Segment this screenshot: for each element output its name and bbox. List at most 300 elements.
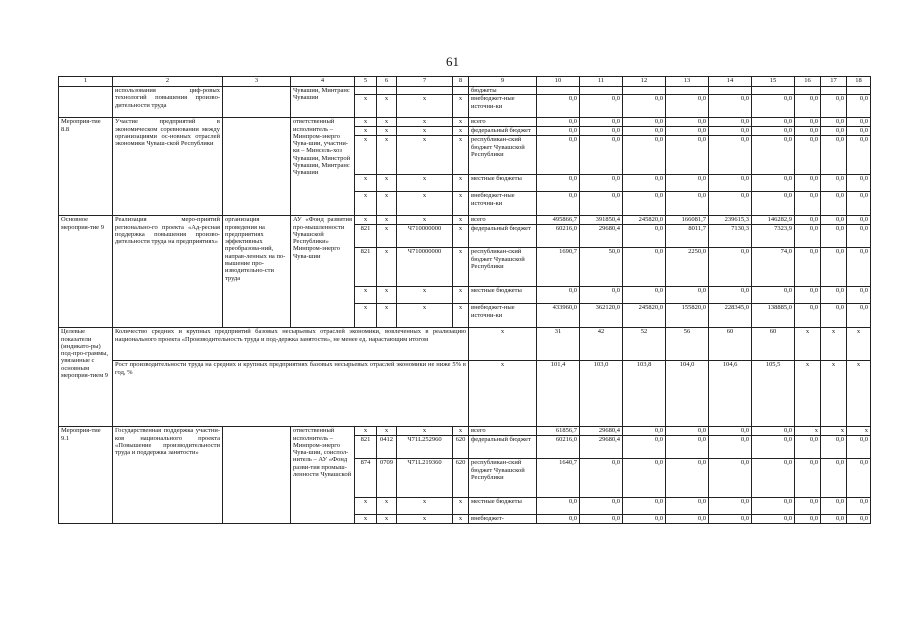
cell-value-18: 0,0	[847, 459, 871, 498]
cell-col7: Ч710000000	[397, 248, 453, 287]
cell-value-18: x	[847, 427, 871, 436]
cell-value-13: 0,0	[666, 436, 709, 459]
cell-value-17: 0,0	[821, 136, 847, 175]
cell-value-11: 0,0	[580, 498, 623, 515]
cell-value-11: 0,0	[580, 95, 623, 118]
cell-value-17: 0,0	[821, 175, 847, 192]
cell-value-14: 104,6	[709, 361, 752, 427]
cell-executor: АУ «Фонд развития про-мышленности Чувашской Республики» Минпром-энерго Чува-шии	[291, 216, 355, 328]
cell-col7: Ч71L219360	[397, 459, 453, 498]
cell-value-15: 0,0	[752, 192, 795, 216]
cell-value-15: 0,0	[752, 287, 795, 304]
cell-value-13: 0,0	[666, 459, 709, 498]
cell-value-16: 0,0	[795, 192, 821, 216]
cell-value-18: 0,0	[847, 216, 871, 225]
cell-funding-source: внебюджет-ные источни-ки	[469, 304, 537, 328]
cell-col8: x	[453, 136, 469, 175]
cell-value-10: 61856,7	[537, 427, 580, 436]
cell-col6: x	[377, 216, 397, 225]
cell-funding-source: внебюджет-ные источни-ки	[469, 95, 537, 118]
cell-value-18: 0,0	[847, 95, 871, 118]
cell-col6: 0412	[377, 436, 397, 459]
cell-value-14: 0,0	[709, 192, 752, 216]
cell-executor: ответственный исполнитель – Минпром-энерго Чува-шии, соиспол-нитель – АУ «Фонд разви-тия промыш-ленности Чувашской	[291, 427, 355, 524]
cell-value-15: 60	[752, 328, 795, 361]
cell-value-11: 29680,4	[580, 427, 623, 436]
cell-col6	[377, 87, 397, 95]
cell-value-10: 0,0	[537, 136, 580, 175]
cell-value-12: 0,0	[623, 287, 666, 304]
cell-col8: x	[453, 127, 469, 136]
cell-value-17: 0,0	[821, 436, 847, 459]
cell-value-11: 362120,0	[580, 304, 623, 328]
cell-col7: x	[397, 216, 453, 225]
measure-8-8-row	[59, 118, 871, 127]
cell-col7: Ч71L252960	[397, 436, 453, 459]
cell-col6: x	[377, 287, 397, 304]
cell-value-17: 0,0	[821, 192, 847, 216]
measure-9-row	[59, 216, 871, 225]
cell-value-10: 0,0	[537, 95, 580, 118]
cell-col3	[223, 118, 291, 216]
cell-value-13: 155820,0	[666, 304, 709, 328]
cell-col3	[223, 427, 291, 524]
cell-value-14: 7130,3	[709, 225, 752, 248]
cell-value-14: 0,0	[709, 287, 752, 304]
cell-funding-source: местные бюджеты	[469, 287, 537, 304]
cell-col8: x	[453, 248, 469, 287]
cell-value-18: 0,0	[847, 118, 871, 127]
cell-col7: x	[397, 287, 453, 304]
cell-value-14: 60	[709, 328, 752, 361]
cell-value-11: 0,0	[580, 118, 623, 127]
cell-col5: x	[355, 127, 377, 136]
cell-value-13: 0,0	[666, 95, 709, 118]
cell-col5: 821	[355, 248, 377, 287]
cell-value-14: 0,0	[709, 248, 752, 287]
cell-value-15: 105,5	[752, 361, 795, 427]
cell-funding-source: федеральный бюджет	[469, 436, 537, 459]
cell-executor: Чувашии, Минтранс Чувашии	[291, 87, 355, 118]
header-cell: 5	[355, 77, 377, 87]
header-cell: 15	[752, 77, 795, 87]
cell-value-11: 29680,4	[580, 436, 623, 459]
cell-value-16: 0,0	[795, 136, 821, 175]
cell-value-12: 0,0	[623, 459, 666, 498]
cell-value-14: 0,0	[709, 459, 752, 498]
cell-value-16: x	[795, 427, 821, 436]
cell-value-13: 0,0	[666, 118, 709, 127]
cell-col6: x	[377, 304, 397, 328]
cell-value-16: 0,0	[795, 304, 821, 328]
cell-measure-name: Основное мероприя-тие 9	[59, 216, 113, 328]
header-cell: 11	[580, 77, 623, 87]
cell-description: Реализация меро-приятий регионально-го проекта «Ад-ресная поддержка повышения произво-дительности труда на предприятиях»	[113, 216, 223, 328]
cell-col8: 620	[453, 459, 469, 498]
cell-value-11: 103,0	[580, 361, 623, 427]
cell-value-17: x	[821, 427, 847, 436]
cell-value-15: 7323,9	[752, 225, 795, 248]
cell-value-13: 0,0	[666, 192, 709, 216]
cell-col5: 821	[355, 436, 377, 459]
cell-description: Государственная поддержка участни-ков национального проекта «Повышение производительности труда и поддержка занятости»	[113, 427, 223, 524]
cell-col6: x	[377, 127, 397, 136]
header-cell: 1	[59, 77, 113, 87]
cell-value-16: 0,0	[795, 287, 821, 304]
header-cell: 8	[453, 77, 469, 87]
cell-value-12: 0,0	[623, 127, 666, 136]
cell-value-17: 0,0	[821, 287, 847, 304]
cell-col8: x	[453, 225, 469, 248]
cell-col5: x	[355, 287, 377, 304]
cell-value-11: 0,0	[580, 287, 623, 304]
cell-funding-source: всего	[469, 216, 537, 225]
cell-col7	[397, 87, 453, 95]
cell-value-16: 0,0	[795, 459, 821, 498]
cell-value-17: 0,0	[821, 248, 847, 287]
cell-value-13: 0,0	[666, 515, 709, 524]
cell-col8: x	[453, 192, 469, 216]
cell-value-16	[795, 87, 821, 95]
cell-value-18: 0,0	[847, 436, 871, 459]
cell-col8: x	[453, 95, 469, 118]
cell-col5: 821	[355, 225, 377, 248]
cell-value-18: 0,0	[847, 175, 871, 192]
cell-value-15: 0,0	[752, 118, 795, 127]
cell-value-18	[847, 87, 871, 95]
cell-value-15: 0,0	[752, 127, 795, 136]
cell-col8: x	[453, 515, 469, 524]
cell-col7: x	[397, 118, 453, 127]
cell-value-10: 60216,0	[537, 225, 580, 248]
cell-value-14: 0,0	[709, 515, 752, 524]
cell-value-10: 31	[537, 328, 580, 361]
cell-col6: x	[377, 118, 397, 127]
cell-col8	[453, 87, 469, 95]
cell-value-15: 0,0	[752, 175, 795, 192]
cell-funding-source: республикан-ский бюджет Чувашской Республики	[469, 248, 537, 287]
cell-value-11: 0,0	[580, 459, 623, 498]
cell-col7: x	[397, 498, 453, 515]
header-cell: 13	[666, 77, 709, 87]
cell-col5	[355, 87, 377, 95]
cell-value-16: 0,0	[795, 118, 821, 127]
cell-targets-label: Целевые показатели (индикато-ры) под-про-граммы, увязанные с основным мероприя-тием 9	[59, 328, 113, 427]
cell-value-13: 0,0	[666, 498, 709, 515]
cell-col1	[59, 87, 113, 118]
cell-value-12: 103,8	[623, 361, 666, 427]
cell-value-13: 0,0	[666, 136, 709, 175]
cell-col8: 620	[453, 436, 469, 459]
cell-col7: x	[397, 95, 453, 118]
cell-funding-source: федеральный бюджет	[469, 127, 537, 136]
cell-col6: x	[377, 498, 397, 515]
cell-value-11: 0,0	[580, 175, 623, 192]
cell-funding-source: всего	[469, 427, 537, 436]
cell-value-17: 0,0	[821, 515, 847, 524]
cell-value-14: 239615,3	[709, 216, 752, 225]
cell-value-14: 0,0	[709, 118, 752, 127]
cell-value-10: 101,4	[537, 361, 580, 427]
cell-value-18: x	[847, 361, 871, 427]
cell-value-11: 29680,4	[580, 225, 623, 248]
cell-col6: x	[377, 427, 397, 436]
cell-value-16: x	[795, 328, 821, 361]
cell-value-11: 0,0	[580, 515, 623, 524]
cell-value-15: 0,0	[752, 427, 795, 436]
cell-goal: организация проведения на предприятиях эффективных преобразова-ний, направ-ленных на по-вышение про-изводительно-сти труда	[223, 216, 291, 328]
target-indicator-row	[59, 328, 871, 361]
cell-value-13: 0,0	[666, 427, 709, 436]
cell-value-17: x	[821, 328, 847, 361]
cell-value-18: 0,0	[847, 127, 871, 136]
cell-col7: x	[397, 127, 453, 136]
cell-col5: x	[355, 118, 377, 127]
header-cell: 3	[223, 77, 291, 87]
cell-value-13	[666, 87, 709, 95]
cell-col7: x	[397, 192, 453, 216]
cell-col6: x	[377, 248, 397, 287]
cell-value-14: 0,0	[709, 136, 752, 175]
cell-value-11: 50,0	[580, 248, 623, 287]
cell-value-17	[821, 87, 847, 95]
cell-col6: x	[377, 192, 397, 216]
cell-col7: Ч710000000	[397, 225, 453, 248]
cell-value-15: 0,0	[752, 515, 795, 524]
cell-funding-source: местные бюджеты	[469, 175, 537, 192]
cell-col8: x	[453, 287, 469, 304]
cell-col5: x	[355, 136, 377, 175]
cell-value-13: 56	[666, 328, 709, 361]
cell-value-16: 0,0	[795, 248, 821, 287]
cell-value-10: 0,0	[537, 118, 580, 127]
cell-value-16: 0,0	[795, 175, 821, 192]
cell-col8: x	[453, 427, 469, 436]
cell-col5: x	[355, 175, 377, 192]
cell-value-14: 0,0	[709, 436, 752, 459]
cell-value-12: 245820,0	[623, 216, 666, 225]
cell-col5: 874	[355, 459, 377, 498]
cell-col6: x	[377, 136, 397, 175]
cell-value-18: 0,0	[847, 515, 871, 524]
cell-value-13: 104,0	[666, 361, 709, 427]
cell-value-13: 0,0	[666, 175, 709, 192]
cell-col6: x	[377, 175, 397, 192]
cell-col7: x	[397, 427, 453, 436]
cell-value-12: 0,0	[623, 192, 666, 216]
cell-funding-source: внебюджет-ные источни-ки	[469, 192, 537, 216]
cell-funding-source: местные бюджеты	[469, 498, 537, 515]
header-cell: 2	[113, 77, 223, 87]
cell-col9: x	[469, 361, 537, 427]
cell-col6: 0709	[377, 459, 397, 498]
cell-col8: x	[453, 175, 469, 192]
cell-value-10: 0,0	[537, 127, 580, 136]
cell-value-10: 0,0	[537, 515, 580, 524]
cell-value-12: 0,0	[623, 225, 666, 248]
table-body	[59, 77, 871, 524]
cell-value-16: 0,0	[795, 225, 821, 248]
cell-value-11: 391850,4	[580, 216, 623, 225]
cell-value-15: 0,0	[752, 95, 795, 118]
cell-value-10: 495866,7	[537, 216, 580, 225]
cell-executor: ответственный исполнитель – Минпром-энерго Чува-шии, участни-ки – Минсель-хоз Чувашии, Минстрой Чувашии, Минтранс Чувашии	[291, 118, 355, 216]
cell-col7: x	[397, 515, 453, 524]
cell-value-10: 0,0	[537, 175, 580, 192]
cell-funding-source: всего	[469, 118, 537, 127]
cell-funding-source: федеральный бюджет	[469, 225, 537, 248]
cell-col9: x	[469, 328, 537, 361]
cell-value-14	[709, 87, 752, 95]
cell-value-14: 228345,0	[709, 304, 752, 328]
cell-col7: x	[397, 136, 453, 175]
cell-measure-name: Мероприя-тие 9.1	[59, 427, 113, 524]
cell-indicator-text: Рост производительности труда на средних и крупных предприятиях базовых несырьевых отраслей экономики не ниже 5% в год, %	[113, 361, 469, 427]
cell-value-11: 0,0	[580, 192, 623, 216]
cell-value-18: x	[847, 328, 871, 361]
page-number: 61	[446, 54, 459, 69]
cell-value-10: 1690,7	[537, 248, 580, 287]
cell-value-14: 0,0	[709, 95, 752, 118]
cell-col5: x	[355, 515, 377, 524]
header-cell: 18	[847, 77, 871, 87]
cell-value-16: 0,0	[795, 127, 821, 136]
cell-value-18: 0,0	[847, 287, 871, 304]
cell-value-12: 0,0	[623, 436, 666, 459]
cell-value-16: 0,0	[795, 515, 821, 524]
cell-value-13: 0,0	[666, 287, 709, 304]
cell-col7: x	[397, 175, 453, 192]
measure-9-1-row	[59, 427, 871, 436]
budget-table	[58, 76, 871, 524]
header-cell: 12	[623, 77, 666, 87]
cell-value-16: 0,0	[795, 216, 821, 225]
cell-value-12: 0,0	[623, 175, 666, 192]
cell-value-17: 0,0	[821, 225, 847, 248]
cell-col8: x	[453, 118, 469, 127]
cell-indicator-text: Количество средних и крупных предприятий базовых несырьевых отраслей экономики, вовлеченных в реализацию национального проекта «Производительность труда и под-держка занятости», не менее ед. нарастающим итогом	[113, 328, 469, 361]
cell-col5: x	[355, 498, 377, 515]
header-cell: 9	[469, 77, 537, 87]
continuation-row	[59, 87, 871, 95]
cell-value-11	[580, 87, 623, 95]
cell-measure-name: Мероприя-тие 8.8	[59, 118, 113, 216]
cell-value-12: 0,0	[623, 498, 666, 515]
cell-value-12: 0,0	[623, 515, 666, 524]
cell-value-16: 0,0	[795, 95, 821, 118]
cell-col8: x	[453, 216, 469, 225]
cell-value-15: 146282,9	[752, 216, 795, 225]
cell-col8: x	[453, 498, 469, 515]
cell-value-13: 8011,7	[666, 225, 709, 248]
cell-value-17: 0,0	[821, 459, 847, 498]
cell-value-16: 0,0	[795, 498, 821, 515]
cell-value-17: 0,0	[821, 216, 847, 225]
header-row	[59, 77, 871, 87]
cell-col7: x	[397, 304, 453, 328]
cell-value-10: 60216,0	[537, 436, 580, 459]
cell-value-12: 0,0	[623, 95, 666, 118]
cell-value-14: 0,0	[709, 127, 752, 136]
cell-col6: x	[377, 515, 397, 524]
cell-value-16: 0,0	[795, 436, 821, 459]
target-indicator-row	[59, 361, 871, 427]
cell-value-12: 245820,0	[623, 304, 666, 328]
cell-value-17: 0,0	[821, 498, 847, 515]
cell-col5: x	[355, 427, 377, 436]
cell-value-15: 0,0	[752, 498, 795, 515]
cell-value-12: 0,0	[623, 118, 666, 127]
cell-value-13: 166081,7	[666, 216, 709, 225]
cell-value-15: 74,0	[752, 248, 795, 287]
cell-value-15: 0,0	[752, 436, 795, 459]
cell-col8: x	[453, 304, 469, 328]
header-cell: 6	[377, 77, 397, 87]
cell-value-16: x	[795, 361, 821, 427]
cell-value-17: 0,0	[821, 118, 847, 127]
cell-value-13: 2250,0	[666, 248, 709, 287]
cell-value-17: 0,0	[821, 95, 847, 118]
cell-value-18: 0,0	[847, 192, 871, 216]
cell-value-15: 0,0	[752, 459, 795, 498]
header-cell: 10	[537, 77, 580, 87]
cell-value-11: 0,0	[580, 136, 623, 175]
cell-value-10: 0,0	[537, 192, 580, 216]
header-cell: 17	[821, 77, 847, 87]
cell-funding-source: бюджеты	[469, 87, 537, 95]
cell-value-10: 0,0	[537, 287, 580, 304]
cell-value-13: 0,0	[666, 127, 709, 136]
cell-col3	[223, 87, 291, 118]
cell-description: Участие предприятий в экономическом соревновании между организациями ос-новных отраслей экономики Чуваш-ской Республики	[113, 118, 223, 216]
cell-value-17: 0,0	[821, 127, 847, 136]
cell-value-14: 0,0	[709, 498, 752, 515]
cell-value-12: 0,0	[623, 427, 666, 436]
cell-value-10: 433960,0	[537, 304, 580, 328]
cell-col5: x	[355, 192, 377, 216]
cell-value-11: 42	[580, 328, 623, 361]
cell-value-10: 0,0	[537, 498, 580, 515]
cell-value-14: 0,0	[709, 427, 752, 436]
cell-funding-source: республикан-ский бюджет Чувашской Республики	[469, 136, 537, 175]
cell-funding-source: внебюджет-	[469, 515, 537, 524]
cell-value-15: 0,0	[752, 136, 795, 175]
cell-value-18: 0,0	[847, 498, 871, 515]
cell-col5: x	[355, 95, 377, 118]
cell-col6: x	[377, 95, 397, 118]
cell-funding-source: республикан-ский бюджет Чувашской Республики	[469, 459, 537, 498]
cell-value-10	[537, 87, 580, 95]
cell-value-14: 0,0	[709, 175, 752, 192]
cell-value-10: 1640,7	[537, 459, 580, 498]
cell-value-12: 52	[623, 328, 666, 361]
cell-value-18: 0,0	[847, 136, 871, 175]
cell-value-15: 138885,0	[752, 304, 795, 328]
header-cell: 16	[795, 77, 821, 87]
cell-col6: x	[377, 225, 397, 248]
cell-description: использования циф-ровых технологий повышения произво-дительности труда	[113, 87, 223, 118]
cell-value-17: 0,0	[821, 304, 847, 328]
cell-value-18: 0,0	[847, 248, 871, 287]
header-cell: 14	[709, 77, 752, 87]
cell-value-12	[623, 87, 666, 95]
cell-value-12: 0,0	[623, 248, 666, 287]
cell-value-18: 0,0	[847, 225, 871, 248]
cell-value-11: 0,0	[580, 127, 623, 136]
cell-col5: x	[355, 304, 377, 328]
cell-value-12: 0,0	[623, 136, 666, 175]
cell-value-17: x	[821, 361, 847, 427]
